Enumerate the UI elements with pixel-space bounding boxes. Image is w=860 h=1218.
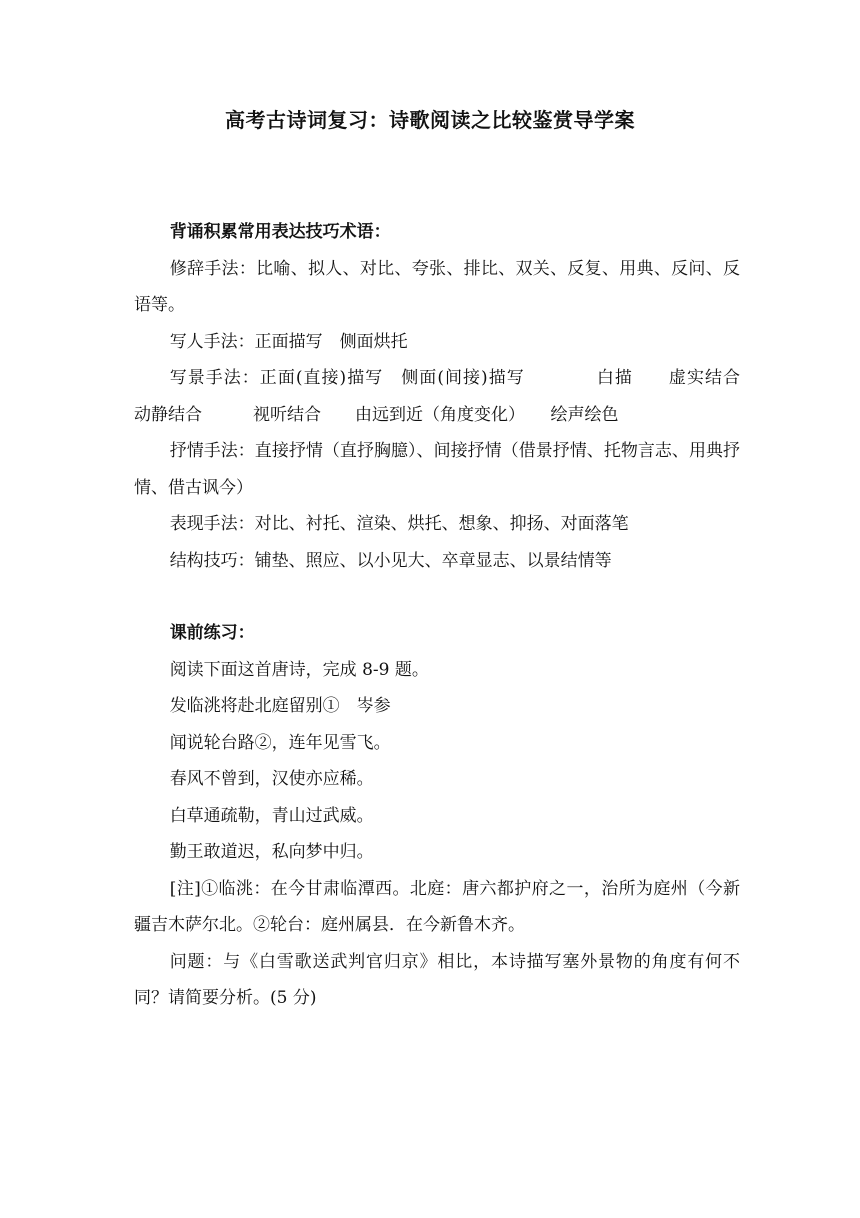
instruction-paragraph: 阅读下面这首唐诗，完成 8-9 题。 (169, 659, 429, 680)
section-heading-practice: 课前练习： (169, 623, 255, 643)
question-paragraph: 问题：与《白雪歌送武判官归京》相比，本诗描写塞外景物的角度有何不同？请简要分析。(5 分) (134, 951, 740, 1008)
scenery-paragraph: 写景手法：正面(直接)描写 侧面(间接)描写 白描 虚实结合 动静结合 视听结合 由远到近（角度变化） 绘声绘色 (134, 368, 774, 425)
section-heading-techniques: 背诵积累常用表达技巧术语： (169, 222, 391, 242)
poem-line: 白草通疏勒，青山过武威。 (169, 805, 374, 826)
poem-line: 勤王敢道迟，私向梦中归。 (169, 842, 374, 862)
expression-paragraph: 表现手法：对比、衬托、渲染、烘托、想象、抑扬、对面落笔 (169, 514, 629, 534)
portrait-paragraph: 写人手法：正面描写 侧面烘托 (169, 331, 408, 352)
structure-paragraph: 结构技巧：铺垫、照应、以小见大、卒章显志、以景结情等 (169, 550, 612, 571)
poem-title: 发临洮将赴北庭留别① 岑参 (169, 696, 391, 716)
section-spacer (134, 579, 740, 615)
poem-line: 春风不曾到，汉使亦应稀。 (169, 769, 374, 789)
poem-line: 闻说轮台路②，连年见雪飞。 (169, 732, 391, 753)
document-body (134, 214, 774, 1017)
rhetoric-paragraph: 修辞手法：比喻、拟人、对比、夸张、排比、双关、反复、用典、反问、反语等。 (134, 258, 740, 315)
note-paragraph: [注]①临洮：在今甘肃临潭西。北庭：唐六都护府之一，治所为庭州（今新疆吉木萨尔北。②轮台：庭州属县．在今新鲁木齐。 (134, 878, 740, 935)
page-title: 高考古诗词复习：诗歌阅读之比较鉴赏导学案 (225, 108, 635, 132)
emotion-paragraph: 抒情手法：直接抒情（直抒胸臆）、间接抒情（借景抒情、托物言志、用典抒情、借古讽今） (134, 441, 740, 498)
